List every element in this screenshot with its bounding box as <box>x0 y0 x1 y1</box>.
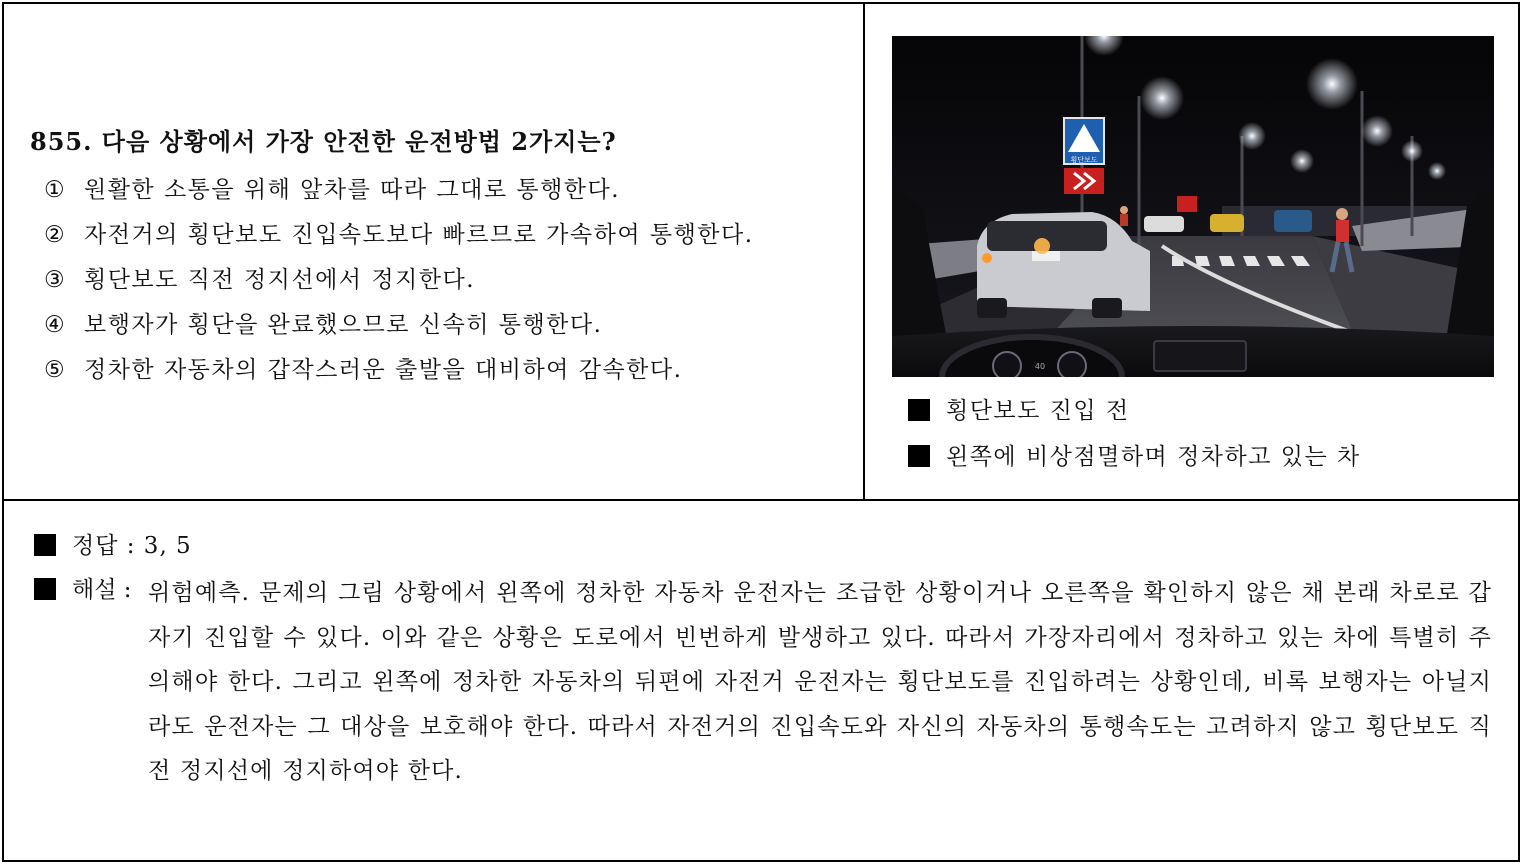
option-number: ① <box>44 177 67 203</box>
square-bullet-icon <box>34 578 56 600</box>
option-text: 횡단보도 직전 정지선에서 정지한다. <box>84 267 476 293</box>
answer-line <box>34 527 192 560</box>
option-text: 보행자가 횡단을 완료했으므로 신속히 통행한다. <box>84 312 603 338</box>
speed-readout: 40 <box>1034 362 1046 371</box>
options-list <box>44 168 754 393</box>
explanation-heading <box>34 571 132 604</box>
square-bullet-icon <box>908 399 930 421</box>
image-captions <box>908 388 1361 480</box>
horizontal-divider <box>2 499 1520 501</box>
option-number: ③ <box>44 267 67 293</box>
caption-2 <box>908 434 1361 480</box>
option-text: 정차한 자동차의 갑작스러운 출발을 대비하여 감속한다. <box>84 357 683 383</box>
caption-text: 횡단보도 진입 전 <box>946 398 1130 424</box>
explanation-text: 위험예측. 문제의 그림 상황에서 왼쪽에 정차한 자동차 운전자는 조급한 상황이거나 오른쪽을 확인하지 않은 채 본래 차로로 갑자기 진입할 수 있다. 이와 같은 상황은 도로에서 빈번하게 발생하고 있다. 따라서 가장자리에서 정차하고 있는 차에 특별히 주의해야 한다. 그리고 왼쪽에 정차한 자동차의 뒤편에 자전거 운전자는 횡단보도를 진입하려는 상황인데, 비록 보행자는 아닐지라도 운전자는 그 대상을 보호해야 한다. 따라서 자전거의 진입속도와 자신의 자동차의 통행속도는 고려하지 않고 횡단보도 직전 정지선에 정지하여야 한다. <box>148 580 1492 784</box>
option-number: ⑤ <box>44 357 67 383</box>
option-3[interactable] <box>44 258 754 303</box>
option-1[interactable] <box>44 168 754 213</box>
square-bullet-icon <box>34 534 56 556</box>
option-2[interactable] <box>44 213 754 258</box>
option-4[interactable] <box>44 303 754 348</box>
option-number: ④ <box>44 312 67 338</box>
driving-scene-image <box>892 36 1494 377</box>
square-bullet-icon <box>908 445 930 467</box>
option-text: 원활한 소통을 위해 앞차를 따라 그대로 통행한다. <box>84 177 621 203</box>
explanation-label: 해설 : <box>72 577 132 603</box>
sign-label: 횡단보도 <box>1070 156 1098 164</box>
option-5[interactable] <box>44 348 754 393</box>
option-text: 자전거의 횡단보도 진입속도보다 빠르므로 가속하여 통행한다. <box>84 222 754 248</box>
vertical-divider <box>863 2 865 500</box>
caption-1 <box>908 388 1361 434</box>
question-title: 855. 다음 상황에서 가장 안전한 운전방법 2가지는? <box>30 127 617 156</box>
option-number: ② <box>44 222 67 248</box>
answer-text: 정답 : 3, 5 <box>72 533 192 559</box>
caption-text: 왼쪽에 비상점멸하며 정차하고 있는 차 <box>946 444 1361 470</box>
